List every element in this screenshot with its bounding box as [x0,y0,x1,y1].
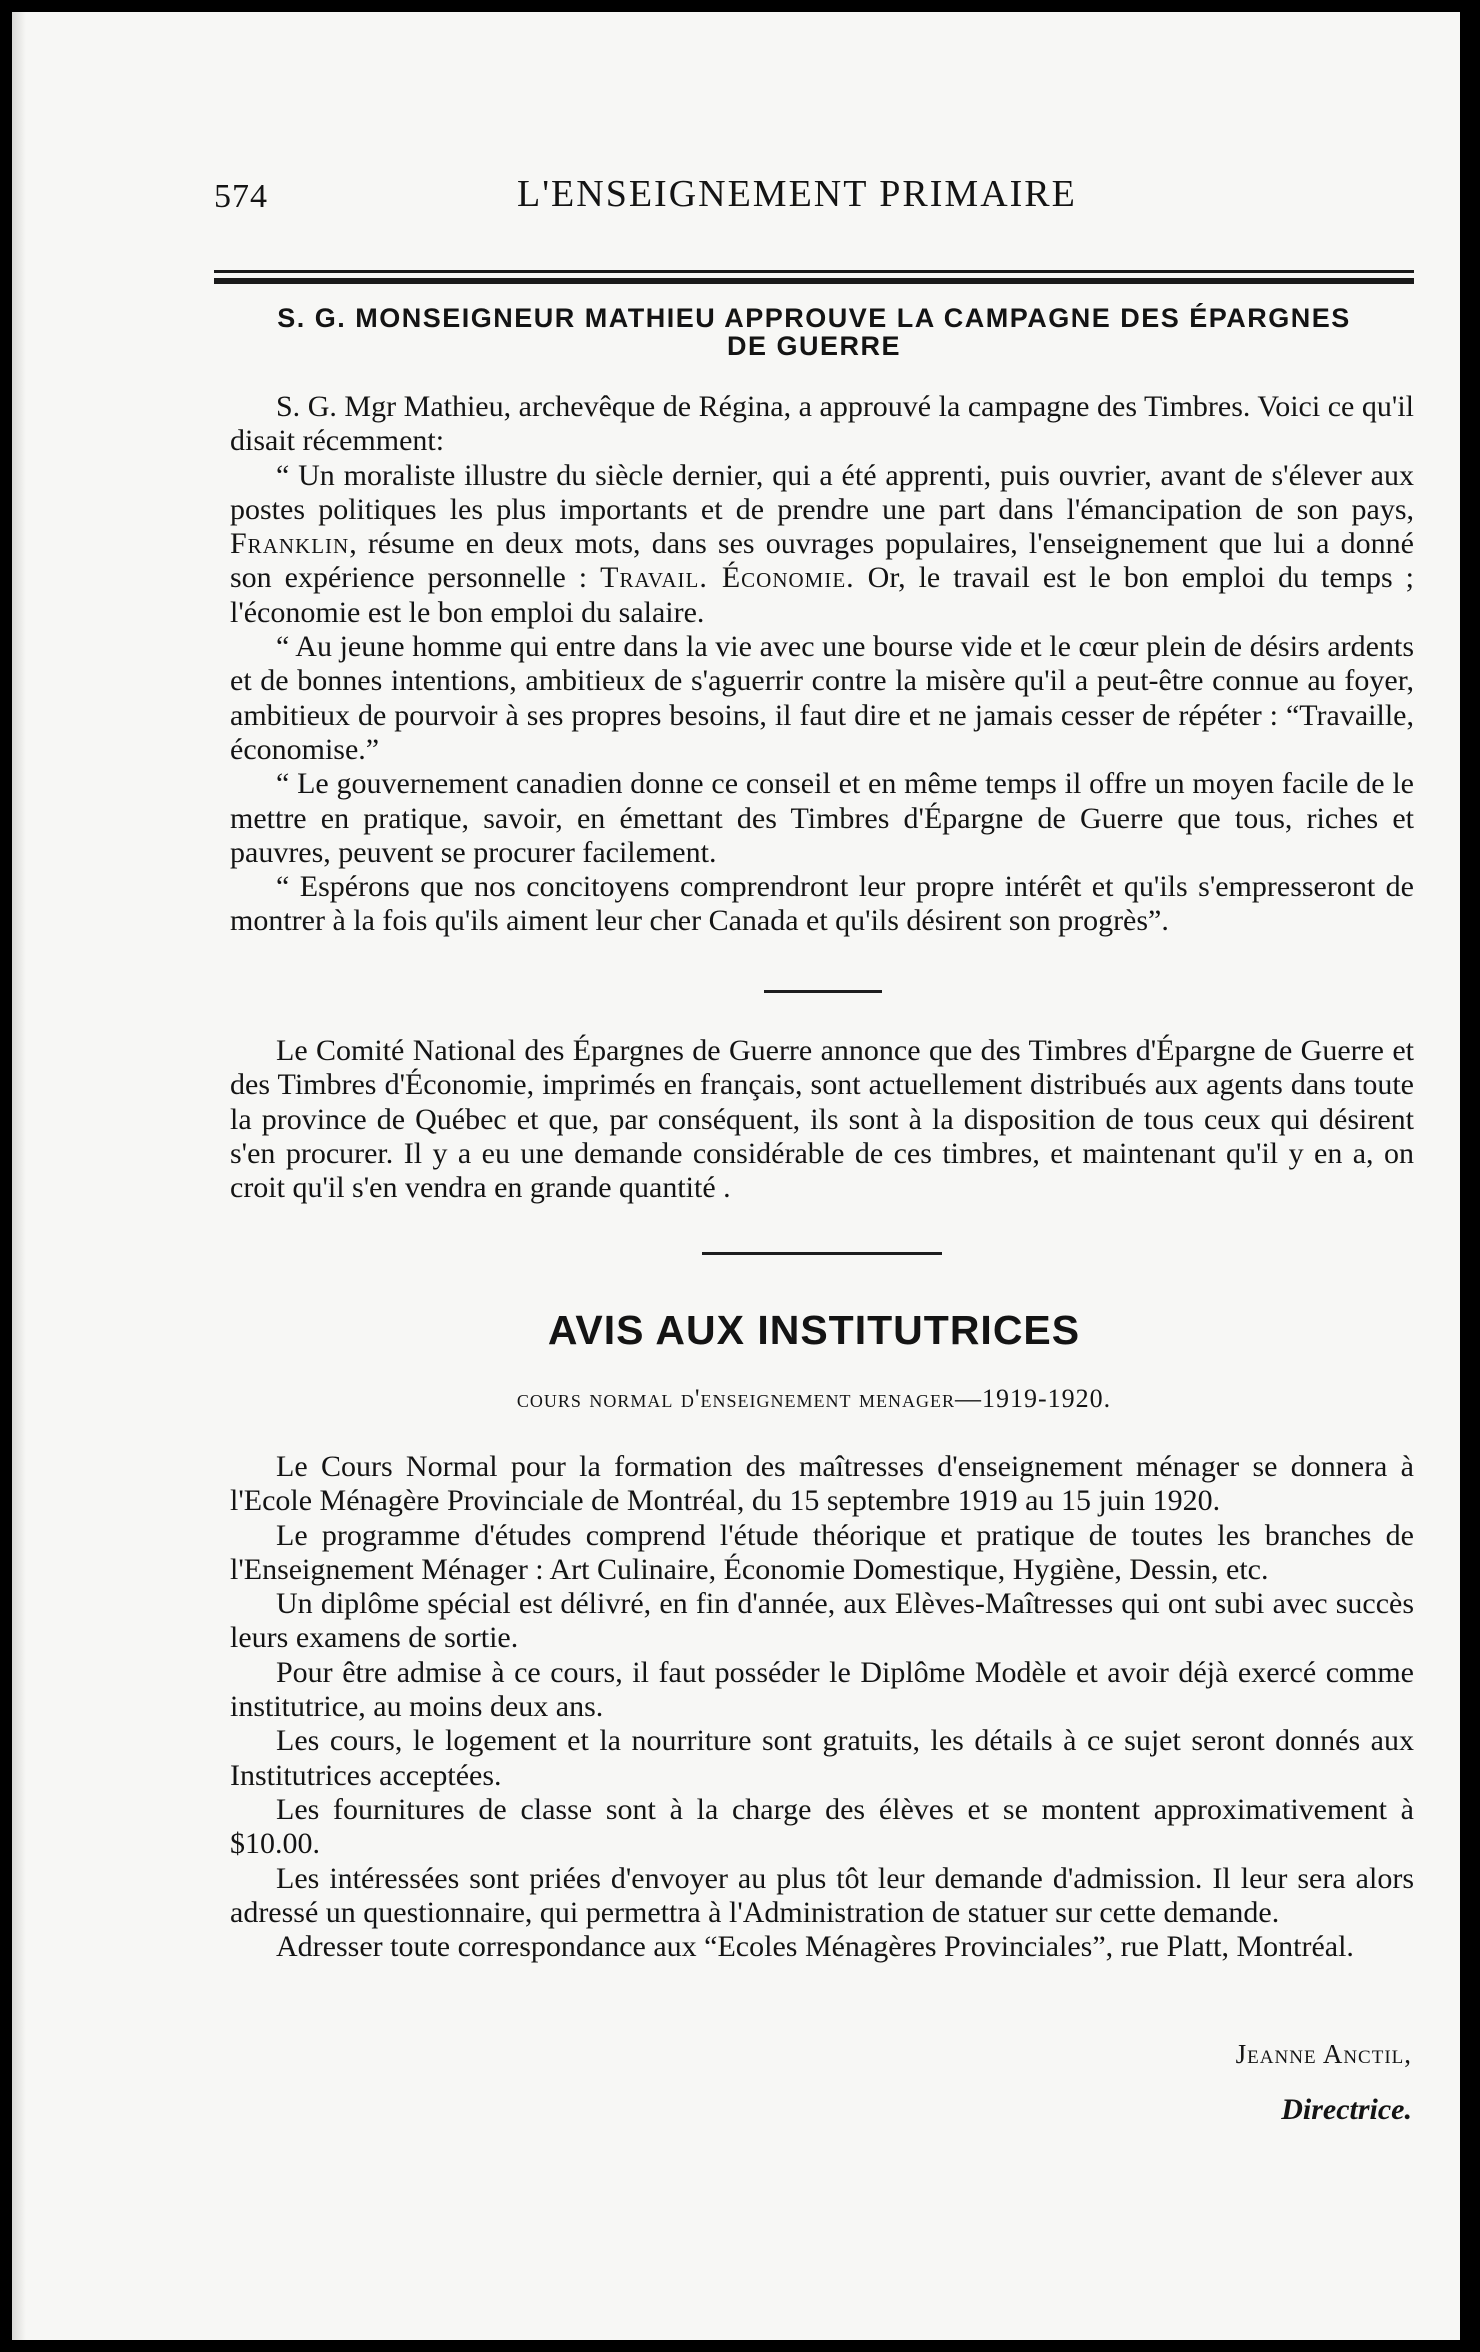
signature-role: Directrice. [1281,2093,1412,2126]
article3-paragraph: Les fournitures de classe sont à la charge des élèves et se montent approximativement à $10.00. [230,1792,1414,1861]
franklin-quote-middle: , résume en deux mots, dans ses ouvrages populaires, l'enseignement que lui a donné son expérience personnelle : [230,527,1414,595]
article2-body [230,1034,1414,1205]
article1-title-line2: DE GUERRE [726,331,902,361]
article1-paragraph: “ Le gouvernement canadien donne ce conseil et en même temps il offre un moyen facile de le mettre en pratique, savoir, en émettant des Timbres d'Épargne de Guerre que tous, riches et pauvres, peuvent se procurer facilement. [230,767,1414,869]
header-rule-thick [214,278,1414,284]
franklin-name: Franklin [230,527,350,561]
header-rule [214,270,1414,290]
page-header [214,172,1414,232]
article1-paragraph: “ Espérons que nos concitoyens comprendront leur propre intérêt et qu'ils s'empresseront de montrer à la fois qu'ils aiment leur cher Canada et qu'ils désirent son progrès”. [230,870,1414,938]
article1-title-line1: S. G. MONSEIGNEUR MATHIEU APPROUVE LA CAMPAGNE DES ÉPARGNES [277,303,1351,333]
article3-title: AVIS AUX INSTITUTRICES [547,1307,1081,1353]
article1-paragraph: S. G. Mgr Mathieu, archevêque de Régina, a approuvé la campagne des Timbres. Voici ce qu'il disait récemment: [230,390,1414,458]
article2-paragraph: Le Comité National des Épargnes de Guerre annonce que des Timbres d'Épargne de Guerre et des Timbres d'Économie, imprimés en français, sont actuellement distribués aux agents dans toute la province de Québec et que, par conséquent, ils sont à la disposition de tous ceux qui désirent s'en procurer. Il y a eu une demande considérable de ces timbres, et maintenant qu'il y en a, on croit qu'il s'en vendra en grande quantité . [230,1034,1414,1205]
franklin-quote-start: “ Un moraliste illustre du siècle dernier, qui a été apprenti, puis ouvrier, avant de s'élever aux postes politiques les plus importants et de prendre une part dans l'émancipation de son pays, [230,458,1414,526]
article3-subtitle [214,1384,1414,1414]
signature-name: Jeanne Anctil, [1235,2039,1412,2069]
article1-body [230,390,1414,939]
article3-paragraph: Le programme d'études comprend l'étude théorique et pratique de toutes les branches de l'Enseignement Ménager : Art Culinaire, Économie Domestique, Hygiène, Dessin, etc. [230,1518,1414,1586]
article1-paragraph: “ Au jeune homme qui entre dans la vie avec une bourse vide et le cœur plein de désirs ardents et de bonnes intentions, ambitieux de s'aguerrir contre la misère qu'il a peut-être connue au foyer, ambitieux de pourvoir à ses propres besoins, il faut dire et ne jamais cesser de répéter : “Travaille, économise.” [230,630,1414,766]
article3-paragraph: Un diplôme spécial est délivré, en fin d'année, aux Elèves-Maîtresses qui ont subi avec succès leurs examens de sortie. [230,1587,1414,1655]
header-rule-thin [214,270,1414,273]
article1-title [214,304,1414,360]
section-divider [702,1252,942,1255]
subtitle-years: —1919-1920. [955,1384,1112,1413]
running-title: L'ENSEIGNEMENT PRIMAIRE [517,173,1077,215]
article3-paragraph: Le Cours Normal pour la formation des maîtresses d'enseignement ménager se donnera à l'Ecole Ménagère Provinciale de Montréal, du 15 septembre 1919 au 15 juin 1920. [230,1450,1414,1518]
section-divider [764,990,882,993]
page-number: 574 [214,178,268,215]
article1-paragraph [230,459,1414,630]
article3-paragraph: Pour être admise à ce cours, il faut posséder le Diplôme Modèle et avoir déjà exercé comme institutrice, au moins deux ans. [230,1655,1414,1724]
document-page [12,12,1460,2340]
signature [1112,2026,1412,2138]
travail-economie: Travail. Économie. [600,561,855,595]
subtitle-course-name: cours normal d'enseignement menager [516,1384,955,1413]
article3-body [230,1450,1414,1964]
article3-paragraph: Les cours, le logement et la nourriture sont gratuits, les détails à ce sujet seront donnés aux Institutrices acceptées. [230,1724,1414,1792]
article3-paragraph: Les intéressées sont priées d'envoyer au plus tôt leur demande d'admission. Il leur sera alors adressé un questionnaire, qui permettra à l'Administration de statuer sur cette demande. [230,1861,1414,1929]
article3-paragraph: Adresser toute correspondance aux “Ecoles Ménagères Provinciales”, rue Platt, Montréal. [276,1930,1354,1964]
franklin-quote-end: Or, le travail est le bon emploi du temps ; l'économie est le bon emploi du salaire. [230,561,1414,629]
scan-edge [12,12,26,2340]
